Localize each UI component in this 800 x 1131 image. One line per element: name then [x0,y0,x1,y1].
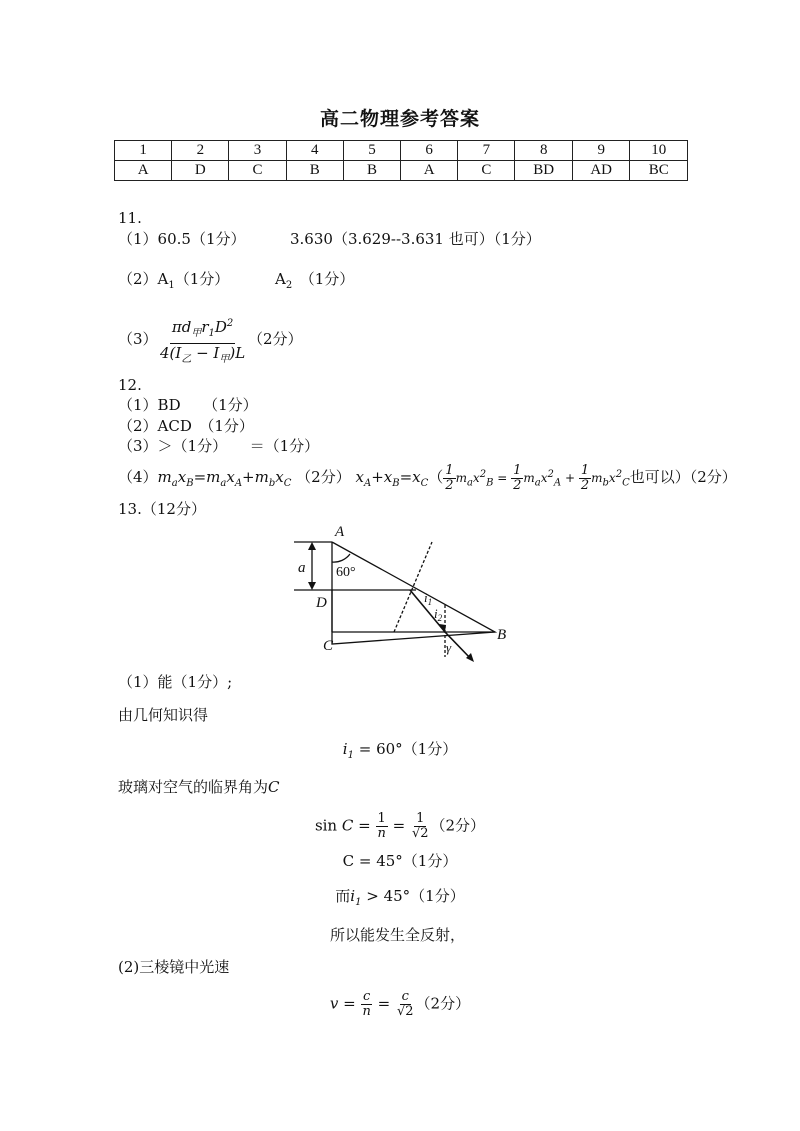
answer-cell: C [458,161,515,181]
answer-cell: B [343,161,400,181]
q13-critical [118,778,280,796]
q13-eq-sin-score: （2分） [430,816,486,835]
q11-part2-b-score: （1分） [307,270,355,288]
label-b-vertex: B [497,627,507,643]
answer-cell: C [229,161,286,181]
ray-arrow-icon [439,624,446,632]
q12-heading: 12. [118,376,142,394]
answer-cell: AD [572,161,630,181]
q12-part1: （1）BD （1分） [118,396,258,414]
answer-cell: A [401,161,458,181]
q11-part3-formula [158,314,247,369]
question-number-cell: 10 [630,141,688,161]
question-number-cell: 1 [115,141,172,161]
q12-part4-eq3: $\frac{1}{2}$ $m_ax^2_B$ = $\frac{1}{2}$ $m_ax^2_A$ + $\frac{1}{2}$ $m_bx^2_C$ [445,463,630,493]
q12-part2: （2）ACD （1分） [118,417,254,435]
arrow-up-icon [308,542,316,550]
page-title: 高二物理参考答案 [319,108,480,130]
q13-eq-and: 而$i_1 > 45^\circ(1$分） [335,887,465,908]
q11-part2-b [275,270,354,295]
q12-part4-eq2: $x_A+x_B=x_C$ [355,468,429,489]
answer-cell: BC [630,161,688,181]
q13-conclusion: 所以能发生全反射， [330,926,466,944]
q12-part4-label: （4） [118,468,158,486]
label-a-vertex: A [335,524,345,540]
q11-part3-label: （3） [118,330,158,348]
angle-arc [332,554,350,562]
q11-part1-b: 3.630（3.629--3.631 也可）（1分） [290,230,541,248]
answer-table-number-row [115,141,688,161]
label-c-vertex: C [323,638,334,654]
q11-part3-score: （2分） [248,330,303,348]
q13-part2: (2)三棱镜中光速 [118,958,230,976]
answer-cell: A [115,161,172,181]
q13-eq-v-score: （2分） [415,994,471,1013]
label-d-point: D [316,595,327,611]
label-i1: $i_1$ [424,590,433,607]
q13-eq-i1-text: = 60°（1分） [358,740,458,758]
q13-eq-and-tail: > 45°（1分） [366,887,465,905]
q13-geometry: 由几何知识得 [118,706,209,724]
q11-part2-b-text: A [275,270,286,288]
q11-part3-numerator: $\pi d_甲r_1D^2$ [170,314,235,344]
q13-part1: （1）能（1分）; [118,673,233,691]
label-i2: $i_2$ [434,606,443,623]
q11-part2-b-sub: 2 [285,280,293,291]
q13-eq-i1: $i_1 = 60^\circ(1$分） [342,740,458,761]
label-a-length: a [298,560,306,576]
q13-eq-c: C = 45°（1分） [342,852,458,870]
q13-heading: 13.（12分） [118,500,206,518]
answer-table [114,140,688,181]
answer-cell: D [172,161,229,181]
answer-cell: BD [515,161,572,181]
q12-part4: $(4)m_ax_B=m_ax_A+m_bx_C$ （2分） $x_A+x_B=x_C$（ $\frac{1}{2}$ $m_ax^2_B$ = $\frac{1}{2}$ $m_ax^2_A$ + $\frac{1}{2}$ $m_bx^2_C$也可以）（2分） [118,463,737,493]
arrow-down-icon [308,582,316,590]
q11-part3-fraction [158,314,247,369]
q13-critical-text: 玻璃对空气的临界角为 [118,778,269,796]
question-number-cell: 9 [572,141,630,161]
q11-heading: 11. [118,209,142,227]
answer-cell: B [286,161,343,181]
q12-part4-score-a: （2分） [296,468,351,486]
q11-part2-a-sub: 1 [168,280,175,291]
q13-eq-and-text: 而 [335,887,351,905]
q12-part3: （3）＞（1分） ＝（1分） [118,437,320,455]
question-number-cell: 5 [343,141,400,161]
q13-eq-sin: sin C = $\frac{1}{n}$ = $\frac{1}{√2}$ （2分） [314,811,486,841]
q11-part3-denominator: $4(I_乙 - I_甲)L$ [160,344,246,365]
q11-part2-a-score: （1分） [174,270,230,288]
question-number-cell: 3 [229,141,286,161]
question-number-cell: 6 [401,141,458,161]
question-number-cell: 7 [458,141,515,161]
q12-part4-tail: 也可以）（2分） [629,468,737,486]
prism-diagram [290,522,520,664]
q13-critical-symbol: C [268,778,280,796]
q11-part2-a-text: （2）A [118,270,169,288]
q12-part4-eq1: $m_ax_B=m_ax_A+m_bx_C$ [157,468,292,489]
q11-part1-a: （1）60.5（1分） [118,230,246,248]
answer-table-answer-row [115,161,688,181]
label-gamma: γ [446,640,452,655]
question-number-cell: 8 [515,141,572,161]
q11-part2-a [118,270,229,295]
question-number-cell: 4 [286,141,343,161]
label-angle-60: 60° [336,565,356,580]
q13-eq-v: v = $\frac{c}{n}$ = $\frac{c}{√2}$ （2分） [329,989,471,1019]
question-number-cell: 2 [172,141,229,161]
